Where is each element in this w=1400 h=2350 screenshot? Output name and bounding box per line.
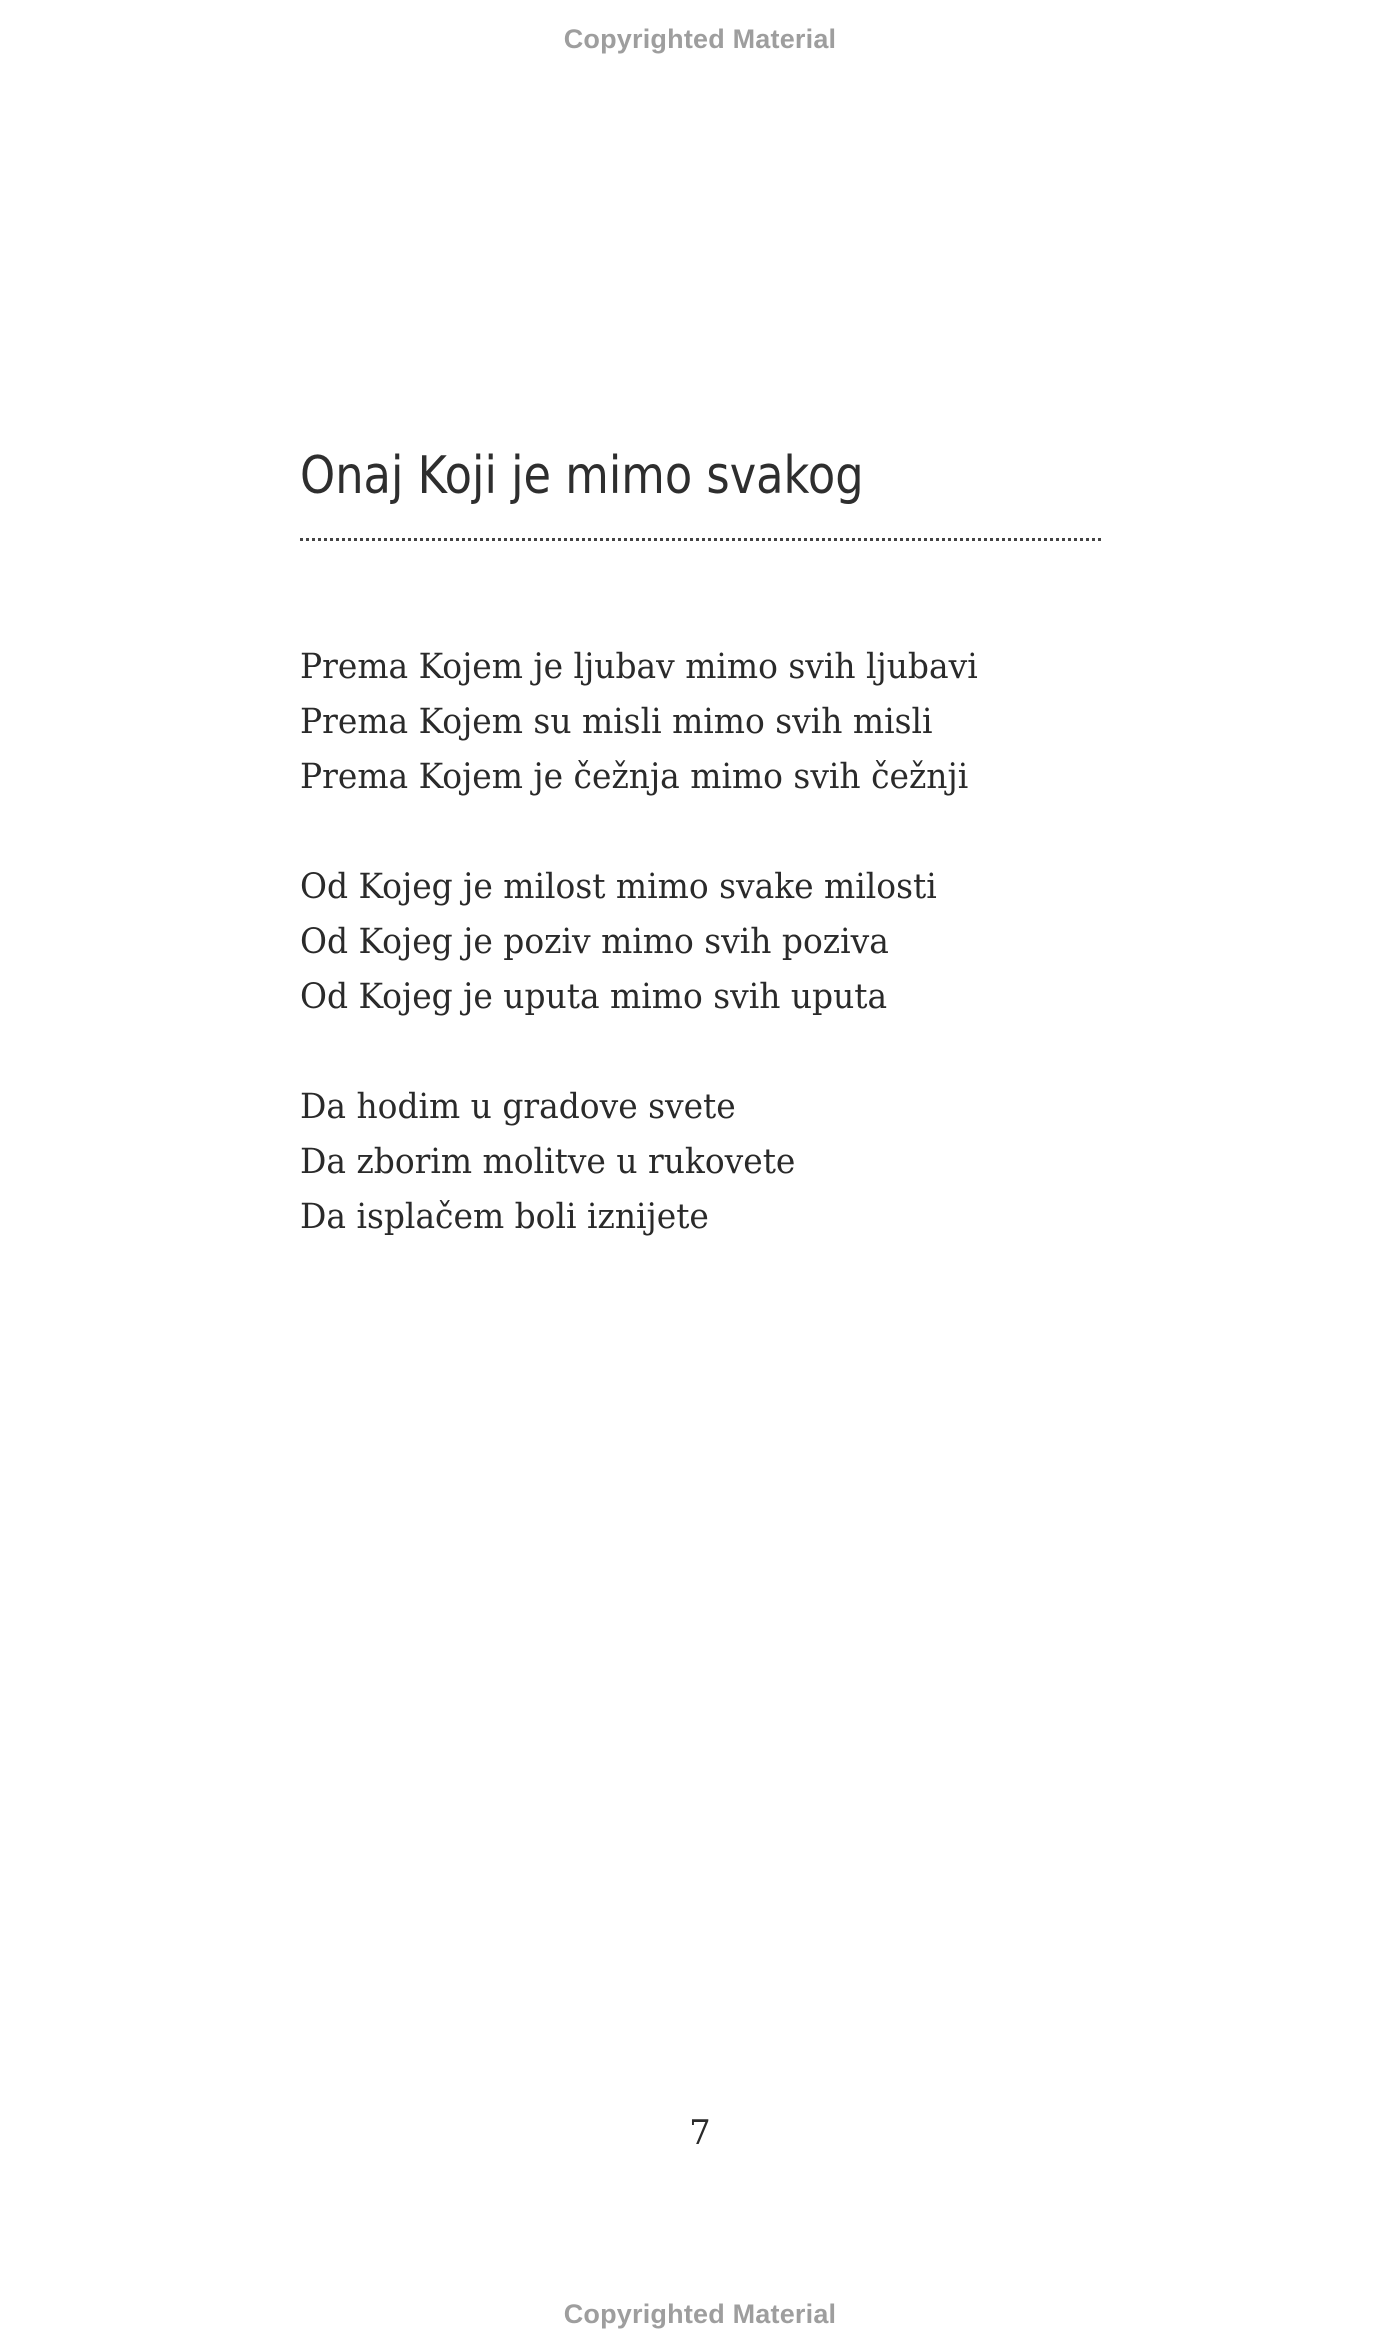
copyright-watermark-bottom: Copyrighted Material xyxy=(563,2299,837,2329)
title-dotted-rule xyxy=(300,538,1101,541)
poem-line: Da zborim molitve u rukovete xyxy=(300,1142,796,1182)
poem-line: Od Kojeg je uputa mimo svih uputa xyxy=(300,977,888,1017)
stanza-3 xyxy=(300,1080,1200,1245)
poem-line: Da hodim u gradove svete xyxy=(300,1087,736,1127)
stanza-2 xyxy=(300,860,1200,1025)
copyright-watermark-top: Copyrighted Material xyxy=(563,24,837,54)
stanza-1 xyxy=(300,640,1200,805)
poem-line: Prema Kojem je čežnja mimo svih čežnji xyxy=(300,757,969,797)
poem-line: Prema Kojem su misli mimo svih misli xyxy=(300,702,933,742)
poem-line: Da isplačem boli iznijete xyxy=(300,1197,709,1237)
poem-line: Od Kojeg je milost mimo svake milosti xyxy=(300,867,937,907)
page-number: 7 xyxy=(689,2113,711,2153)
poem-body xyxy=(300,640,1200,1300)
poem-line: Prema Kojem je ljubav mimo svih ljubavi xyxy=(300,647,978,687)
poem-line: Od Kojeg je poziv mimo svih poziva xyxy=(300,922,889,962)
poem-title: Onaj Koji je mimo svakog xyxy=(300,446,864,506)
